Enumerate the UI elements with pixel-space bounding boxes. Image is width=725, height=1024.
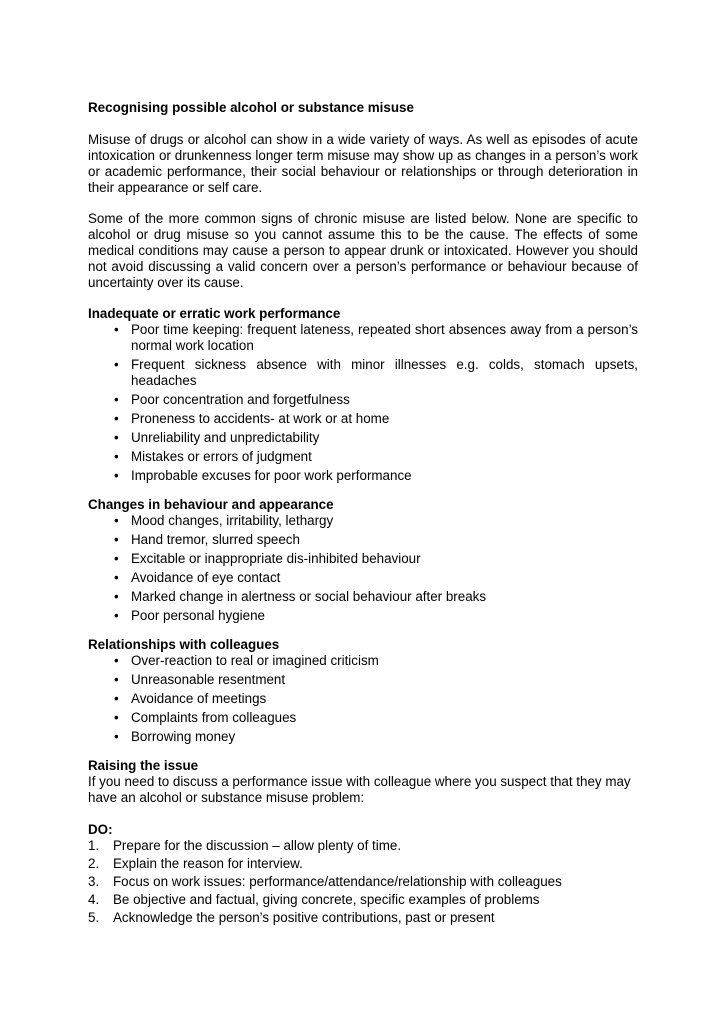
- do-heading: DO:: [88, 822, 113, 837]
- intro-paragraph-1: Misuse of drugs or alcohol can show in a wide variety of ways. As well as episodes of acute intoxication or drunkenness longer term misuse may show up as changes in a person’s work or academic performance, their social behaviour or relationships or through deterioration in their appearance or self care.: [88, 132, 638, 195]
- bullet-icon: •: [114, 513, 119, 528]
- list-item: 5. Acknowledge the person’s positive contributions, past or present: [88, 910, 495, 925]
- bullet-icon: •: [114, 653, 119, 668]
- list-number: 2.: [88, 856, 100, 871]
- bullet-icon: •: [114, 672, 119, 687]
- list-item: • Excitable or inappropriate dis-inhibited behaviour: [114, 551, 421, 566]
- bullet-icon: •: [114, 589, 119, 604]
- list-number: 1.: [88, 838, 100, 853]
- list-item: • Avoidance of eye contact: [114, 570, 281, 585]
- bullet-icon: •: [114, 608, 119, 623]
- section-heading-relationships: Relationships with colleagues: [88, 637, 280, 652]
- bullet-icon: •: [114, 551, 119, 566]
- intro-paragraph-2: Some of the more common signs of chronic misuse are listed below. None are specific to alcohol or drug misuse so you cannot assume this to be the cause. The effects of some medical conditions may cause a person to appear drunk or intoxicated. However you should not avoid discussing a valid concern over a person’s performance or behaviour because of uncertainty over its cause.: [88, 211, 638, 290]
- list-item: • Poor concentration and forgetfulness: [114, 392, 350, 407]
- bullet-icon: •: [114, 322, 119, 337]
- bullet-icon: •: [114, 449, 119, 464]
- bullet-icon: •: [114, 392, 119, 407]
- bullet-icon: •: [114, 710, 119, 725]
- bullet-icon: •: [114, 430, 119, 445]
- list-item: • Unreliability and unpredictability: [114, 430, 320, 445]
- do-list: [88, 838, 638, 926]
- bullet-icon: •: [114, 570, 119, 585]
- list-item: 3. Focus on work issues: performance/attendance/relationship with colleagues: [88, 874, 562, 889]
- bullet-icon: •: [114, 411, 119, 426]
- list-item: 1. Prepare for the discussion – allow plenty of time.: [88, 838, 402, 853]
- bullet-icon: •: [114, 468, 119, 483]
- section-heading-work-performance: Inadequate or erratic work performance: [88, 306, 341, 321]
- list-item: • Poor personal hygiene: [114, 608, 265, 623]
- relationships-list: [88, 653, 638, 745]
- list-item: • Unreasonable resentment: [114, 672, 286, 687]
- bullet-icon: •: [114, 691, 119, 706]
- bullet-icon: •: [114, 357, 119, 372]
- raising-issue-paragraph: If you need to discuss a performance issue with colleague where you suspect that they may have an alcohol or substance misuse problem:: [88, 774, 631, 805]
- list-item: • Borrowing money: [114, 729, 236, 744]
- list-item: • Over-reaction to real or imagined criticism: [114, 653, 379, 668]
- section-heading-behaviour-appearance: Changes in behaviour and appearance: [88, 497, 334, 512]
- list-number: 5.: [88, 910, 100, 925]
- list-item: • Improbable excuses for poor work performance: [114, 468, 412, 483]
- section-heading-raising-issue: Raising the issue: [88, 758, 199, 773]
- document-title: Recognising possible alcohol or substance misuse: [88, 100, 414, 115]
- list-item: 4. Be objective and factual, giving concrete, specific examples of problems: [88, 892, 540, 907]
- list-item: • Frequent sickness absence with minor illnesses e.g. colds, stomach upsets, headaches: [114, 357, 638, 388]
- list-item: • Mistakes or errors of judgment: [114, 449, 312, 464]
- document-body: [88, 100, 638, 928]
- bullet-icon: •: [114, 729, 119, 744]
- list-item: • Mood changes, irritability, lethargy: [114, 513, 334, 528]
- list-item: • Hand tremor, slurred speech: [114, 532, 300, 547]
- list-number: 3.: [88, 874, 100, 889]
- list-item: • Marked change in alertness or social behaviour after breaks: [114, 589, 487, 604]
- work-performance-list: [88, 322, 638, 484]
- list-item: • Complaints from colleagues: [114, 710, 297, 725]
- list-item: 2. Explain the reason for interview.: [88, 856, 303, 871]
- bullet-icon: •: [114, 532, 119, 547]
- behaviour-appearance-list: [88, 513, 638, 624]
- list-item: • Avoidance of meetings: [114, 691, 267, 706]
- list-item: • Proneness to accidents- at work or at home: [114, 411, 390, 426]
- list-item: • Poor time keeping: frequent lateness, repeated short absences away from a person’s normal work location: [114, 322, 638, 353]
- list-number: 4.: [88, 892, 100, 907]
